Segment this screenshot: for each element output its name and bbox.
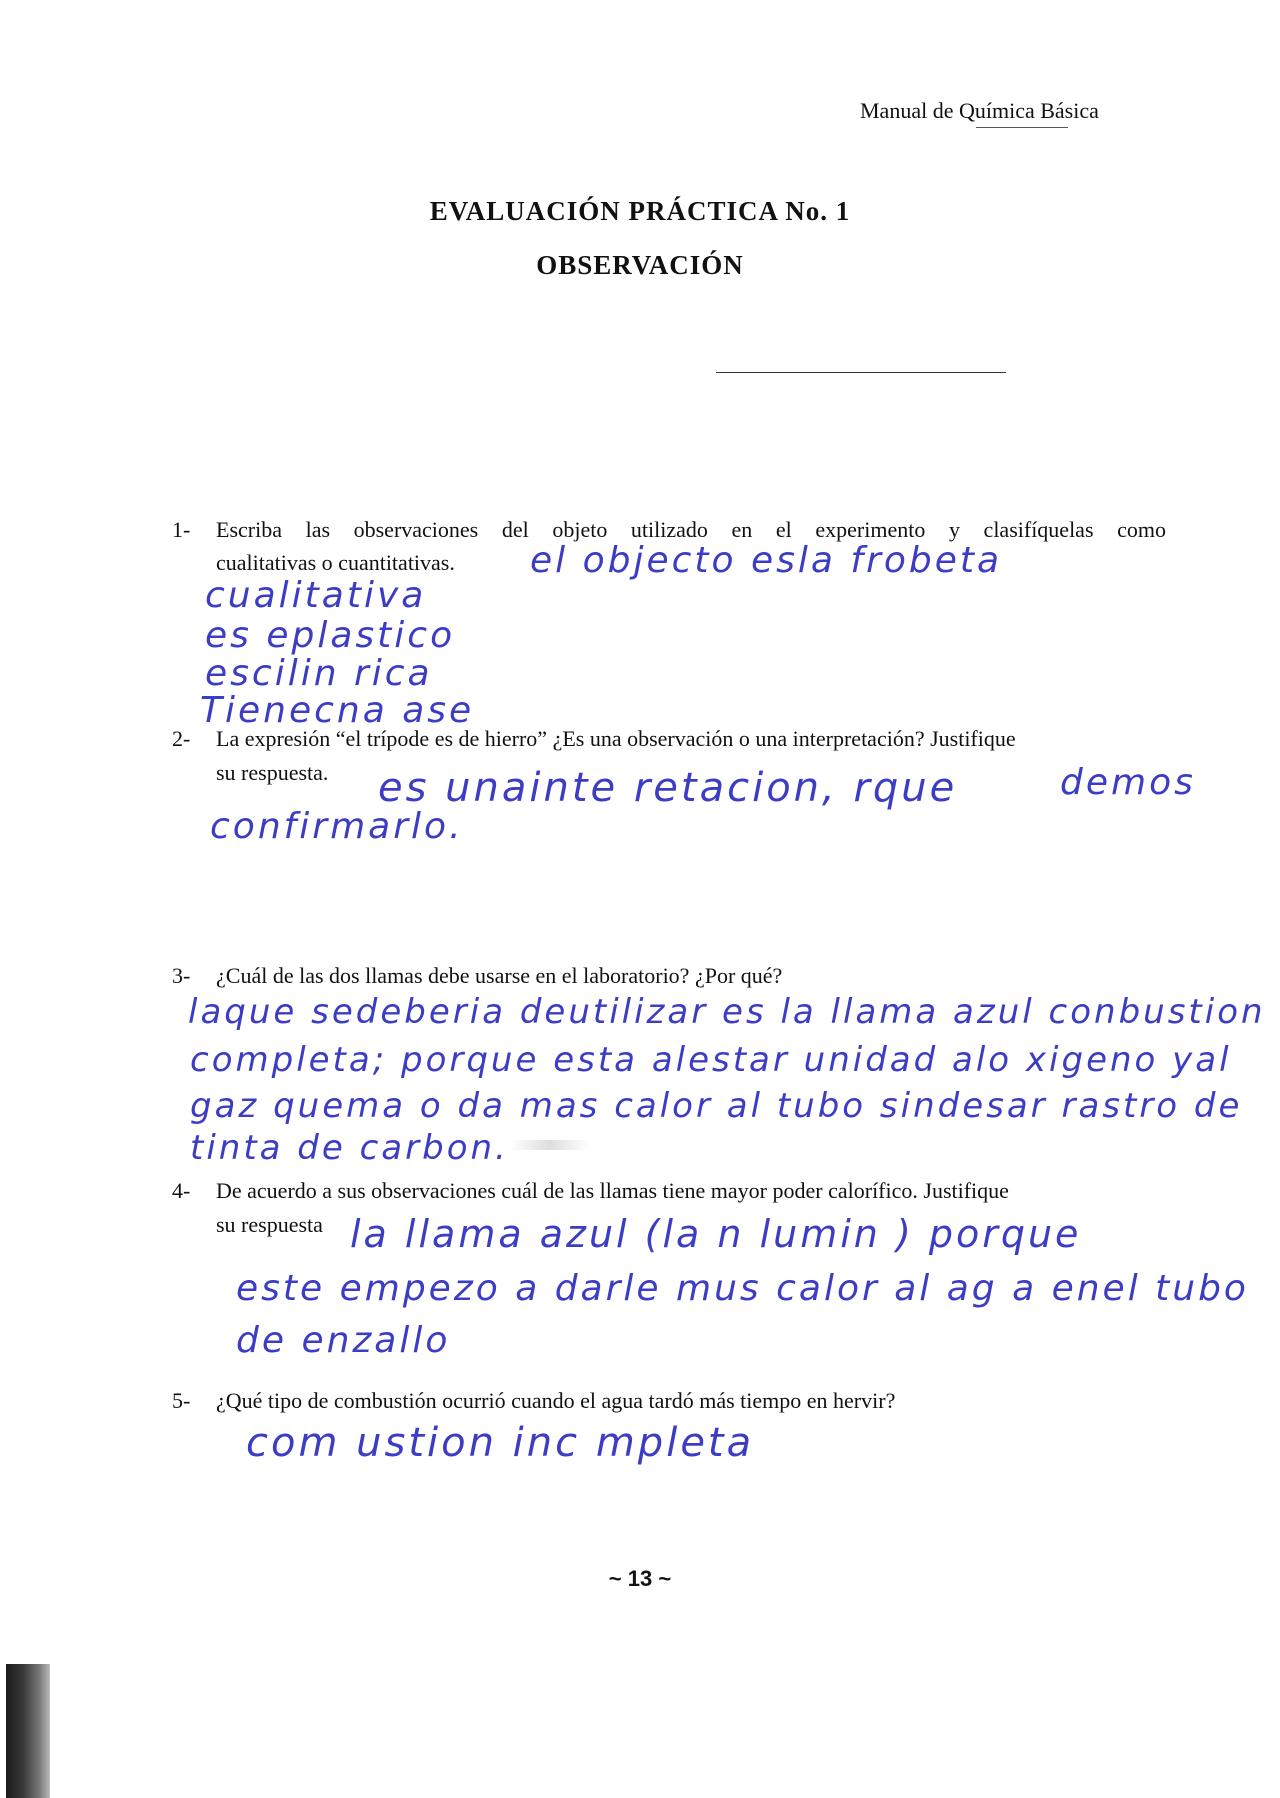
manual-header: Manual de Química Básica bbox=[860, 98, 1099, 123]
scan-smudge bbox=[510, 1140, 590, 1150]
question-4-line2: su respuesta bbox=[216, 1212, 323, 1237]
question-2-line1: La expresión “el trípode es de hierro” ¿Es una observación o una interpretación? Justifique bbox=[216, 726, 1016, 751]
question-3-number: 3- bbox=[172, 963, 191, 988]
evaluation-title: EVALUACIÓN PRÁCTICA No. 1 bbox=[429, 196, 851, 226]
answer-4-line1: la llama azul (la n lumin ) porque bbox=[350, 1212, 1082, 1256]
question-2-line2: su respuesta. bbox=[216, 760, 329, 785]
question-4-line1: De acuerdo a sus observaciones cuál de las llamas tiene mayor poder calorífico. Justifique bbox=[216, 1178, 1009, 1203]
scan-edge-artifact bbox=[6, 1664, 50, 1798]
answer-4-line3: de enzallo bbox=[236, 1320, 451, 1361]
answer-5-line1: com ustion inc mpleta bbox=[246, 1420, 755, 1466]
header-underline bbox=[976, 127, 1068, 128]
answer-1-line3: es eplastico bbox=[205, 615, 456, 656]
question-3-line1: ¿Cuál de las dos llamas debe usarse en el laboratorio? ¿Por qué? bbox=[216, 963, 783, 988]
page-number: ~ 13 ~ bbox=[608, 1566, 672, 1591]
question-5-number: 5- bbox=[172, 1388, 191, 1413]
question-4-number: 4- bbox=[172, 1178, 191, 1203]
answer-3-line4: tinta de carbon. bbox=[190, 1128, 509, 1168]
question-1-number: 1- bbox=[172, 517, 191, 542]
answer-3-line2: completa; porque esta alestar unidad alo xigeno yal bbox=[190, 1040, 1232, 1080]
answer-3-line1: laque sedeberia deutilizar es la llama azul conbustion bbox=[188, 992, 1266, 1032]
answer-4-line2: este empezo a darle mus calor al ag a enel tubo bbox=[236, 1268, 1249, 1309]
answer-1-line5: Tienecna ase bbox=[200, 690, 475, 731]
question-5-line1: ¿Qué tipo de combustión ocurrió cuando el agua tardó más tiempo en hervir? bbox=[216, 1388, 896, 1413]
observation-subtitle: OBSERVACIÓN bbox=[536, 250, 744, 280]
answer-2-line1-end: demos bbox=[1060, 762, 1196, 803]
answer-1-line1: el objecto esla frobeta bbox=[530, 540, 1003, 581]
answer-3-line3: gaz quema o da mas calor al tubo sindesar rastro de bbox=[190, 1086, 1243, 1126]
question-1-line2: cualitativas o cuantitativas. bbox=[216, 550, 455, 575]
question-1-line1: Escriba las observaciones del objeto utilizado en el experimento y clasifíquelas como bbox=[216, 517, 1166, 542]
answer-2-line2: confirmarlo. bbox=[210, 806, 464, 847]
name-blank-line bbox=[716, 372, 1006, 373]
answer-1-line4: escilin rica bbox=[205, 653, 433, 694]
question-2-number: 2- bbox=[172, 726, 191, 751]
answer-2-line1: es unainte retacion, rque bbox=[378, 765, 958, 811]
answer-1-line2: cualitativa bbox=[205, 575, 427, 616]
